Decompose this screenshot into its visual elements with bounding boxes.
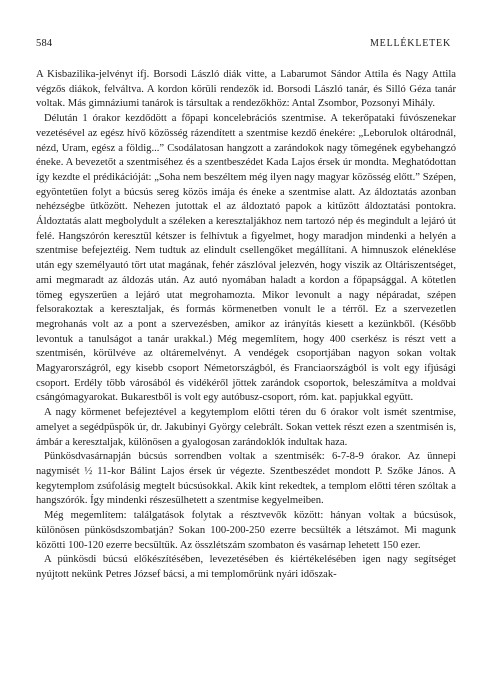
paragraph: Délután 1 órakor kezdődött a főpapi koncelebrációs szentmise. A tekerőpataki fúvószenekar vezetésével az egész hívő közösség rázendített a szentmise kezdő énekére: „Leborulok oltárodnál, nézd, Uram, egész a földig...” Csodálatosan hangzott a zarándokok nagy tömegének egybehangzó éneke. A bevezetőt a szentmiséhez és a szentbeszédet Kada Lajos érsek úr mondta. Meghatódottan így kezdte el prédikációját: „Soha nem beszéltem még ilyen nagy magyar közösség előtt.” Szépen, egyöntetűen folyt a búcsús sereg közös imája és éneke a szentmise alatt. Az áldoztatás azonban nehézségbe ütközött. Nehezen jutottak el az áldoztató papok a kitűzött áldoztatási pontokra. Áldoztatás alatt megbolydult a széleken a keresztaljákhoz nem tartozó nép és megindult a lejáró út felé. Hangszórón keresztül kétszer is felhívtuk a figyelmet, hogy maradjon mindenki a helyén a szentmise befejeztéig. Nem tudtuk az elindult csellengőket megállítani. A himnuszok eléneklése után egy személyautó tört utat magának, fehér zászlóval jelezvén, hogy viszik az Oltáriszentséget, ami megmaradt az áldozás után. Az autó nyomában haladt a kordon a főpapsággal. A kötetlen tömeg egyszerűen a lejáró utat megrohamozta. Mikor levonult a nagy népáradat, szépen felsorakoztak a keresztaljak, és formás körmenetben vonult le a térről. Ez a szervezetlen megrohanás volt az a pont a szervezésben, amikor az irányítás kiesett a kezünkből. (Később levontuk a tanulságot a tanár urakkal.) Még megemlítem, hogy 400 cserkész is részt vett a szentmisén, körülvéve az oltáremelvényt. A vendégek csoportjában nagyon sokan voltak Magyarországról, egy kisebb csoport Németországból, és Franciaországból is volt egy ifjúsági csoport. Erdély több városából és vidékéről jöttek zarándok csoportok, beleszámítva a moldvai csángómagyarokat. Bukarestből is volt egy autóbusz-csoport, róm. kat. papjukkal együtt. <box>36 113 456 404</box>
paragraph: A Kisbazilika-jelvényt ifj. Borsodi László diák vitte, a Labarumot Sándor Attila és Nagy Attila végzős diákok, felváltva. A kordon körüli rendezők id. Borsodi László tanár, és Silló Géza tanár voltak. Más gimnáziumi tanárok is társultak a rendezőkhöz: Antal Zsombor, Pozsonyi Mihály. <box>36 69 456 110</box>
paragraph: A nagy körmenet befejeztével a kegytemplom előtti téren du 6 órakor volt ismét szentmise, amelyet a segédpüspök úr, dr. Jakubinyi György celebrált. Sokan vettek részt ezen a szentmisén is, ámbár a keresztaljak, különösen a gyalogosan zarándoklók indultak haza. <box>36 407 456 448</box>
page-header <box>36 38 451 52</box>
paragraph: Még megemlítem: találgatások folytak a résztvevők között: hányan voltak a búcsúsok, különösen pünkösdszombatján? Sokan 100-200-250 ezerre becsülték a létszámot. Mi magunk közötti 100-120 ezerre becsültük. Az összlétszám szombaton és vasárnap lehetett 150 ezer. <box>36 510 456 551</box>
body-text <box>36 68 456 583</box>
paragraph: Pünkösdvasárnapján búcsús sorrendben voltak a szentmisék: 6-7-8-9 órakor. Az ünnepi nagymisét ½ 11-kor Bálint Lajos érsek úr végezte. Szentbeszédet mondott P. Szőke János. A kegytemplom zsúfolásig megtelt búcsúsokkal. Akik kint rekedtek, a templom előtti téren szóltak a hangszórók. Így mindenki részesülhetett a szentmise kegyelmeiben. <box>36 451 456 507</box>
running-head: MELLÉKLETEK <box>369 38 451 49</box>
paragraph: A pünkösdi búcsú előkészítésében, levezetésében és kiértékelésében igen nagy segítséget nyújtott nekünk Petres József bácsi, a mi templomőrünk nyári időszak- <box>36 554 456 580</box>
page-number: 584 <box>36 38 53 49</box>
